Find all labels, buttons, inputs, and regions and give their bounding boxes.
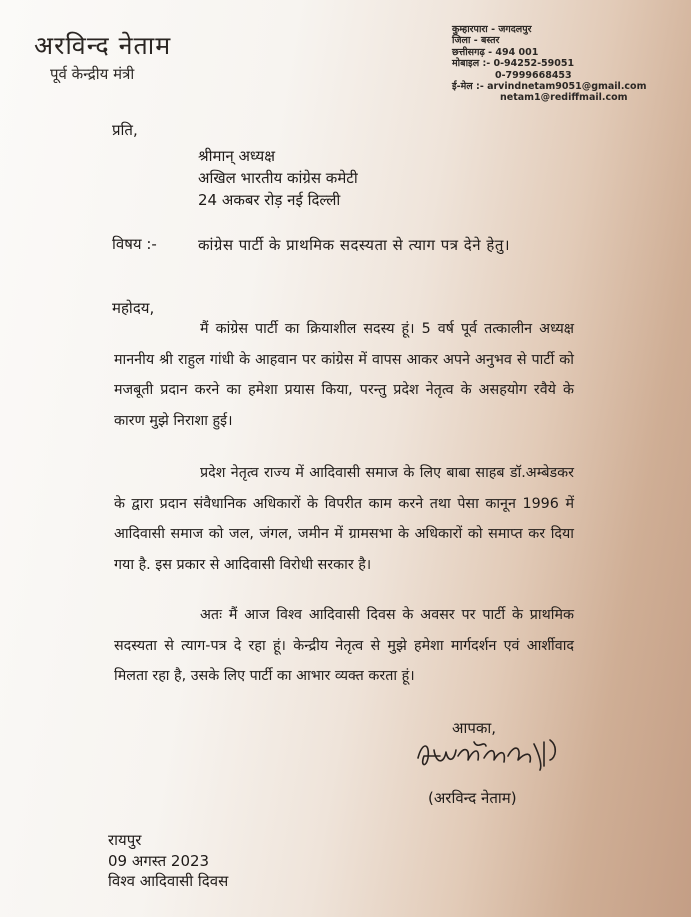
body-paragraph-1 xyxy=(114,314,574,436)
signed-name: (अरविन्द नेताम) xyxy=(428,789,517,807)
address-line: मोबाइल :- 0-94252-59051 xyxy=(452,58,575,70)
subject-text: कांग्रेस पार्टी के प्राथमिक सदस्यता से त्याग पत्र देने हेतु। xyxy=(198,236,511,254)
address-line: netam1@rediffmail.com xyxy=(500,92,628,104)
footer-occasion: विश्व आदिवासी दिवस xyxy=(108,872,229,890)
footer-place: रायपुर xyxy=(108,831,142,849)
letterhead-designation: पूर्व केन्द्रीय मंत्री xyxy=(50,65,135,83)
subject-label: विषय :- xyxy=(112,235,157,253)
address-line: ई-मेल :- arvindnetam9051@gmail.com xyxy=(452,81,647,93)
paragraph-text: प्रदेश नेतृत्व राज्य में आदिवासी समाज के लिए बाबा साहब डॉ.अम्बेडकर के द्वारा प्रदान संवैधानिक अधिकारों के विपरीत काम करने तथा पेसा कानून 1996 में आदिवासी समाज को जल, जंगल, जमीन में ग्रामसभा के अधिकारों को समाप्त कर दिया गया है. इस प्रकार से आदिवासी विरोधी सरकार है। xyxy=(114,465,574,573)
address-line: छत्तीसगढ़ - 494 001 xyxy=(452,46,539,58)
complimentary-close: आपका, xyxy=(452,719,497,737)
paragraph-text: मैं कांग्रेस पार्टी का क्रियाशील सदस्य हूं। 5 वर्ष पूर्व तत्कालीन अध्यक्ष माननीय श्री राहुल गांधी के आहवान पर कांग्रेस में वापस आकर अपने अनुभव से पार्टी को मजबूती प्रदान करने का हमेशा प्रयास किया, परन्तु प्रदेश नेतृत्व के असहयोग रवैये के कारण मुझे निराशा हुई। xyxy=(114,321,574,429)
handwritten-signature xyxy=(414,736,564,776)
address-line: 0-7999668453 xyxy=(495,69,572,81)
letterhead-name: अरविन्द नेताम xyxy=(34,31,172,60)
paragraph-text: अतः मैं आज विश्व आदिवासी दिवस के अवसर पर पार्टी के प्राथमिक सदस्यता से त्याग-पत्र दे रहा हूं। केन्द्रीय नेतृत्व से मुझे हमेशा मार्गदर्शन एवं आर्शीवाद मिलता रहा है, उसके लिए पार्टी का आभार व्यक्त करता हूं। xyxy=(114,607,574,684)
body-paragraph-2 xyxy=(114,458,574,580)
address-line: कुम्हारपारा - जगदलपुर xyxy=(452,24,532,35)
footer-date: 09 अगस्त 2023 xyxy=(108,852,210,870)
recipient-to-label: प्रति, xyxy=(112,121,138,139)
letterhead-address xyxy=(452,24,646,104)
greeting: महोदय, xyxy=(112,299,155,317)
recipient-line: 24 अकबर रोड़ नई दिल्ली xyxy=(198,191,341,209)
body-paragraph-3 xyxy=(114,600,574,692)
address-line: जिला - बस्तर xyxy=(452,35,500,47)
recipient-line: श्रीमान् अध्यक्ष xyxy=(198,147,276,165)
recipient-line: अखिल भारतीय कांग्रेस कमेटी xyxy=(198,169,358,187)
